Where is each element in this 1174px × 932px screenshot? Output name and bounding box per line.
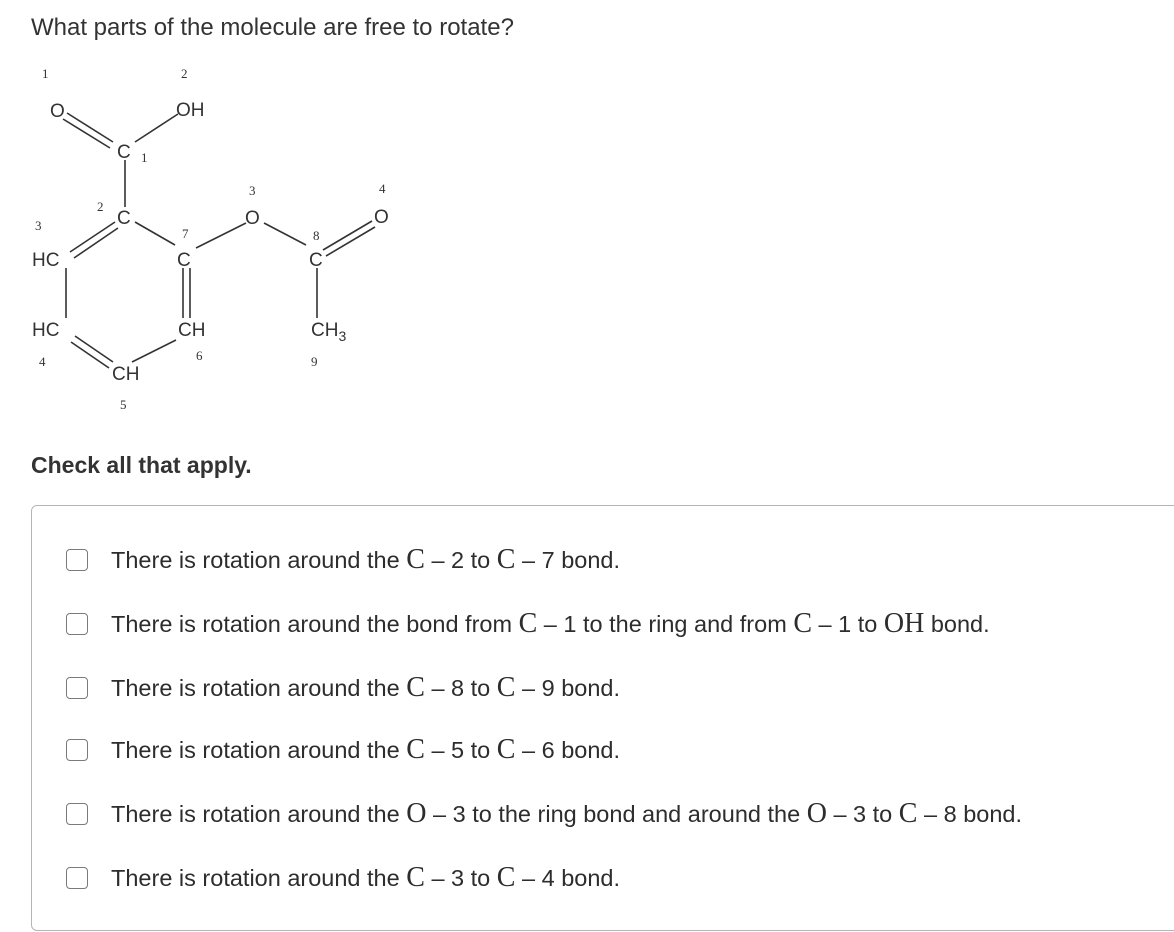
atom-hc4: HC [32, 320, 60, 341]
options-container [31, 505, 1174, 931]
option-text-part: – 2 to [424, 547, 497, 573]
number-hc4: 4 [39, 354, 46, 369]
option-c3-c4[interactable] [66, 862, 620, 894]
option-text-part: – 9 bond. [515, 675, 621, 701]
atom-c1: C [117, 142, 131, 163]
option-text-part: There is rotation around the [111, 737, 407, 763]
option-o3-ring-c8[interactable] [66, 798, 1022, 830]
math-symbol: OH [883, 608, 925, 639]
instruction-text: Check all that apply. [31, 452, 252, 478]
atom-c2: C [117, 208, 131, 229]
number-ch3: 9 [311, 354, 318, 369]
option-text-part: – 7 bond. [515, 547, 621, 573]
option-text-part: – 8 bond. [917, 801, 1023, 827]
math-symbol: C [406, 862, 425, 893]
option-text [111, 798, 1022, 830]
atom-hc3: HC [32, 250, 60, 271]
option-text-part: There is rotation around the bond from [111, 611, 519, 637]
option-text-part: – 4 bond. [515, 865, 621, 891]
math-symbol: C [898, 798, 918, 829]
atom-o3: O [245, 208, 260, 229]
checkbox-o3-ring-c8[interactable] [66, 803, 88, 825]
option-c5-c6[interactable] [66, 734, 620, 766]
question-text: What parts of the molecule are free to rotate? [31, 14, 514, 41]
math-symbol: C [518, 608, 538, 639]
option-text-part: bond. [924, 611, 990, 637]
atom-ch6: CH [178, 320, 206, 341]
number-oh: 2 [181, 66, 188, 81]
number-c1: 1 [141, 150, 148, 165]
number-o4: 4 [379, 181, 386, 196]
atom-o4: O [374, 207, 389, 228]
option-text [111, 608, 990, 640]
math-symbol: C [406, 672, 425, 703]
number-c2: 2 [97, 199, 104, 214]
math-symbol: C [406, 734, 425, 765]
option-text [111, 544, 620, 576]
option-text-part: – 5 to [424, 737, 497, 763]
option-text [111, 862, 620, 894]
option-text-part: – 8 to [424, 675, 497, 701]
atom-c8: C [309, 250, 323, 271]
math-symbol: O [806, 798, 827, 829]
option-c1-ring-oh[interactable] [66, 608, 990, 640]
option-text-part: There is rotation around the [111, 865, 407, 891]
atom-ch5: CH [112, 364, 140, 385]
number-c8: 8 [313, 228, 320, 243]
checkbox-c1-ring-oh[interactable] [66, 613, 88, 635]
atom-oh: OH [176, 100, 205, 121]
number-c7: 7 [182, 226, 189, 241]
atom-ch3 [311, 320, 346, 344]
atom-ch3-sub: 3 [338, 328, 347, 344]
option-text-part: There is rotation around the [111, 675, 407, 701]
math-symbol: C [793, 608, 812, 639]
math-symbol: C [496, 862, 516, 893]
checkbox-c3-c4[interactable] [66, 867, 88, 889]
checkbox-c2-c7[interactable] [66, 549, 88, 571]
option-text-part: – 1 to [812, 611, 884, 637]
option-text-part: – 1 to the ring and from [537, 611, 794, 637]
option-text-part: – 3 to the ring bond and around the [426, 801, 807, 827]
number-hc3: 3 [35, 218, 42, 233]
option-c2-c7[interactable] [66, 544, 620, 576]
number-o3: 3 [249, 183, 256, 198]
number-ch5: 5 [120, 397, 127, 412]
option-text-part: – 3 to [424, 865, 497, 891]
option-text-part: – 3 to [826, 801, 899, 827]
option-text-part: There is rotation around the [111, 547, 407, 573]
option-text-part: – 6 bond. [515, 737, 621, 763]
option-text [111, 672, 620, 704]
molecule-diagram [0, 55, 400, 425]
option-text-part: There is rotation around the [111, 801, 407, 827]
checkbox-c5-c6[interactable] [66, 739, 88, 761]
math-symbol: C [406, 544, 425, 575]
option-c8-c9[interactable] [66, 672, 620, 704]
math-symbol: C [496, 734, 516, 765]
math-symbol: C [496, 544, 516, 575]
number-o-carbonyl: 1 [42, 66, 49, 81]
math-symbol: O [406, 798, 427, 829]
number-ch6: 6 [196, 348, 203, 363]
option-text [111, 734, 620, 766]
atom-o-carbonyl: O [50, 101, 65, 122]
checkbox-c8-c9[interactable] [66, 677, 88, 699]
atom-ch3-main: CH [311, 320, 339, 341]
atom-c7: C [177, 250, 191, 271]
math-symbol: C [496, 672, 516, 703]
